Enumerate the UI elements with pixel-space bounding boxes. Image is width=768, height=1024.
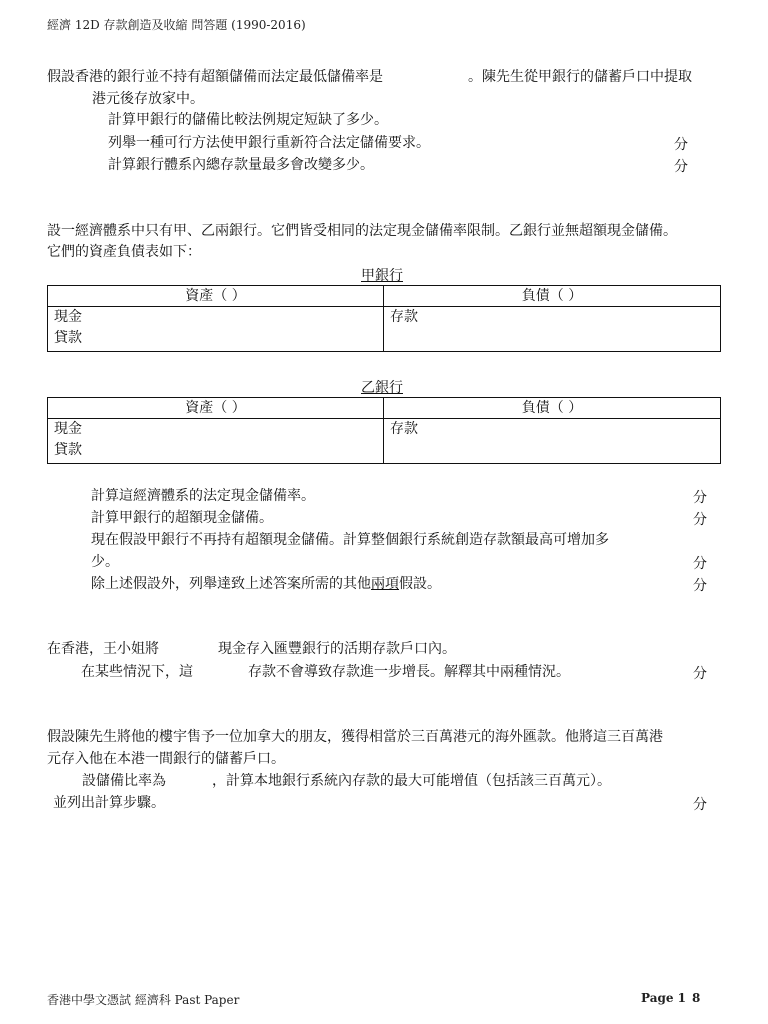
q3-part-b: 存款不會導致存款進一步增長。解釋其中兩種情況。 bbox=[248, 664, 570, 680]
q1-part-3: 計算銀行體系內總存款量最多會改變多少。 bbox=[108, 157, 374, 173]
q2-part-2: 計算甲銀行的超額現金儲備。 bbox=[91, 510, 273, 526]
bank-a-asset-cash: 現金 bbox=[54, 309, 82, 325]
q2-part-4-text-c: 假設。 bbox=[399, 576, 441, 592]
bank-b-title: 乙銀行 bbox=[361, 380, 403, 396]
q1-stem-a: 假設香港的銀行並不持有超額儲備而法定最低儲備率是 bbox=[47, 69, 383, 85]
q2-part-3-mark: 分 bbox=[693, 556, 707, 572]
footer-left: 香港中學文憑試 經濟科 Past Paper bbox=[47, 993, 240, 1007]
q1-part-2-mark: 分 bbox=[674, 137, 688, 153]
bank-a-liabilities-header: 負債（ ） bbox=[384, 286, 721, 307]
q3-stem-a: 在香港，王小姐將 bbox=[47, 641, 159, 657]
page-header: 經濟 12D 存款創造及收縮 問答題 (1990-2016) bbox=[47, 18, 306, 32]
q2-part-4-text-a: 除上述假設外，列舉達致上述答案所需的其他 bbox=[91, 576, 371, 592]
q3-mark: 分 bbox=[693, 666, 707, 682]
q2-part-4-emphasis: 兩項 bbox=[371, 576, 399, 592]
bank-a-liabilities-cell bbox=[384, 307, 721, 352]
q4-mark: 分 bbox=[693, 797, 707, 813]
q2-stem-b: 它們的資產負債表如下： bbox=[47, 244, 201, 260]
bank-b-balance-sheet bbox=[47, 397, 721, 464]
q2-stem-a: 設一經濟體系中只有甲、乙兩銀行。它們皆受相同的法定現金儲備率限制。乙銀行並無超額現金儲備。 bbox=[47, 223, 677, 239]
q2-part-3-line1: 現在假設甲銀行不再持有超額現金儲備。計算整個銀行系統創造存款額最高可增加多 bbox=[91, 532, 609, 548]
q2-part-1-mark: 分 bbox=[693, 490, 707, 506]
q4-part-a: 設儲備比率為 bbox=[82, 773, 166, 789]
q4-stem-b: 元存入他在本港一間銀行的儲蓄戶口。 bbox=[47, 751, 285, 767]
bank-a-assets-cell bbox=[48, 307, 384, 352]
bank-a-title: 甲銀行 bbox=[361, 268, 403, 284]
q4-stem-a: 假設陳先生將他的樓宇售予一位加拿大的朋友，獲得相當於三百萬港元的海外匯款。他將這三百萬港 bbox=[47, 729, 663, 745]
bank-a-balance-sheet bbox=[47, 285, 721, 352]
q1-stem-c: 港元後存放家中。 bbox=[92, 91, 204, 107]
q4-part-c: 並列出計算步驟。 bbox=[53, 795, 165, 811]
q2-part-2-mark: 分 bbox=[693, 512, 707, 528]
q2-part-4 bbox=[91, 575, 441, 593]
bank-b-asset-loans: 貸款 bbox=[54, 442, 82, 458]
bank-b-assets-header: 資產（ ） bbox=[48, 398, 384, 419]
footer-page-label: Page 1 bbox=[641, 991, 687, 1005]
q4-part-b: ，計算本地銀行系統內存款的最大可能增值（包括該三百萬元）。 bbox=[212, 773, 611, 789]
bank-b-liabilities-header: 負債（ ） bbox=[384, 398, 721, 419]
q2-part-3-line2: 少。 bbox=[91, 554, 119, 570]
bank-b-liability-deposits: 存款 bbox=[390, 421, 418, 437]
bank-b-asset-cash: 現金 bbox=[54, 421, 82, 437]
q2-part-1: 計算這經濟體系的法定現金儲備率。 bbox=[91, 488, 315, 504]
q1-stem-b: 。陳先生從甲銀行的儲蓄戶口中提取 bbox=[468, 69, 692, 85]
q3-part-a: 在某些情況下，這 bbox=[81, 664, 193, 680]
bank-a-assets-header: 資產（ ） bbox=[48, 286, 384, 307]
q1-part-1: 計算甲銀行的儲備比較法例規定短缺了多少。 bbox=[108, 112, 388, 128]
q1-part-3-mark: 分 bbox=[674, 159, 688, 175]
bank-a-asset-loans: 貸款 bbox=[54, 330, 82, 346]
q2-part-4-mark: 分 bbox=[693, 578, 707, 594]
bank-a-liability-deposits: 存款 bbox=[390, 309, 418, 325]
bank-b-liabilities-cell bbox=[384, 419, 721, 464]
footer-page-total: 8 bbox=[692, 991, 701, 1005]
q3-stem-b: 現金存入匯豐銀行的活期存款戶口內。 bbox=[218, 641, 456, 657]
q1-part-2: 列舉一種可行方法使甲銀行重新符合法定儲備要求。 bbox=[108, 135, 430, 151]
bank-b-assets-cell bbox=[48, 419, 384, 464]
